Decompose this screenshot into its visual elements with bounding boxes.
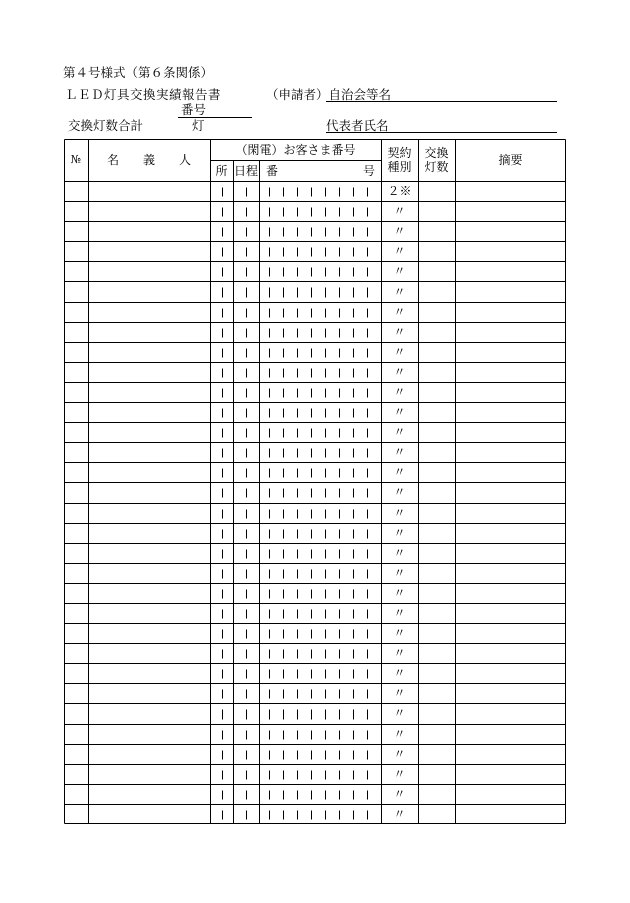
header-contract-2: 種別 <box>387 160 412 174</box>
row-contract-type: 〃 <box>393 706 406 721</box>
row-contract-type: 〃 <box>393 746 406 761</box>
row-contract-type: 〃 <box>393 445 406 460</box>
applicant-label: （申請者）自治会等名 <box>266 87 392 102</box>
row-contract-type: 〃 <box>393 224 406 239</box>
row-contract-type: 〃 <box>393 505 406 520</box>
row-contract-type: 〃 <box>393 766 406 781</box>
row-contract-type: 〃 <box>393 626 406 641</box>
row-contract-type: 〃 <box>393 204 406 219</box>
form-label: 第４号様式（第６条関係） <box>63 65 214 80</box>
row-contract-type: 〃 <box>393 666 406 681</box>
table-grid <box>64 139 566 824</box>
header-name: 名 義 人 <box>106 153 191 167</box>
row-contract-type: 〃 <box>393 384 406 399</box>
row-contract-type: 〃 <box>393 525 406 540</box>
representative-underline <box>326 132 557 133</box>
representative-label: 代表者氏名 <box>326 118 389 133</box>
header-contract-1: 契約 <box>387 146 412 160</box>
row-contract-type: 〃 <box>393 585 406 600</box>
row-contract-type: 〃 <box>393 686 406 701</box>
header-note: 摘要 <box>498 153 523 167</box>
header-no: № <box>70 153 82 166</box>
row-contract-type: ２※ <box>387 184 412 199</box>
row-contract-type: 〃 <box>393 726 406 741</box>
total-label: 交換灯数合計 <box>68 118 144 133</box>
header-sub-ban: 番 <box>265 164 278 178</box>
row-contract-type: 〃 <box>393 304 406 319</box>
row-contract-type: 〃 <box>393 284 406 299</box>
row-contract-type: 〃 <box>393 244 406 259</box>
applicant-underline <box>326 101 557 102</box>
report-title: ＬＥＤ灯具交換実績報告書 <box>65 87 222 102</box>
row-contract-type: 〃 <box>393 565 406 580</box>
number-underline <box>178 117 252 118</box>
row-contract-type: 〃 <box>393 806 406 821</box>
row-contract-type: 〃 <box>393 344 406 359</box>
total-unit: 灯 <box>192 118 205 133</box>
header-sub-office: 所 <box>215 164 228 178</box>
header-sub-day: 日程 <box>233 164 258 178</box>
row-contract-type: 〃 <box>393 264 406 279</box>
row-contract-type: 〃 <box>393 485 406 500</box>
row-contract-type: 〃 <box>393 786 406 801</box>
header-count-2: 灯数 <box>424 160 449 174</box>
row-contract-type: 〃 <box>393 465 406 480</box>
header-customer-number: （閑電）お客さま番号 <box>235 143 356 157</box>
row-contract-type: 〃 <box>393 405 406 420</box>
row-contract-type: 〃 <box>393 606 406 621</box>
row-contract-type: 〃 <box>393 545 406 560</box>
row-contract-type: 〃 <box>393 425 406 440</box>
report-table <box>64 139 566 824</box>
header-sub-go: 号 <box>362 164 375 178</box>
row-contract-type: 〃 <box>393 364 406 379</box>
row-contract-type: 〃 <box>393 646 406 661</box>
header-count-1: 交換 <box>424 146 449 160</box>
number-label: 番号 <box>181 102 207 117</box>
row-contract-type: 〃 <box>393 324 406 339</box>
